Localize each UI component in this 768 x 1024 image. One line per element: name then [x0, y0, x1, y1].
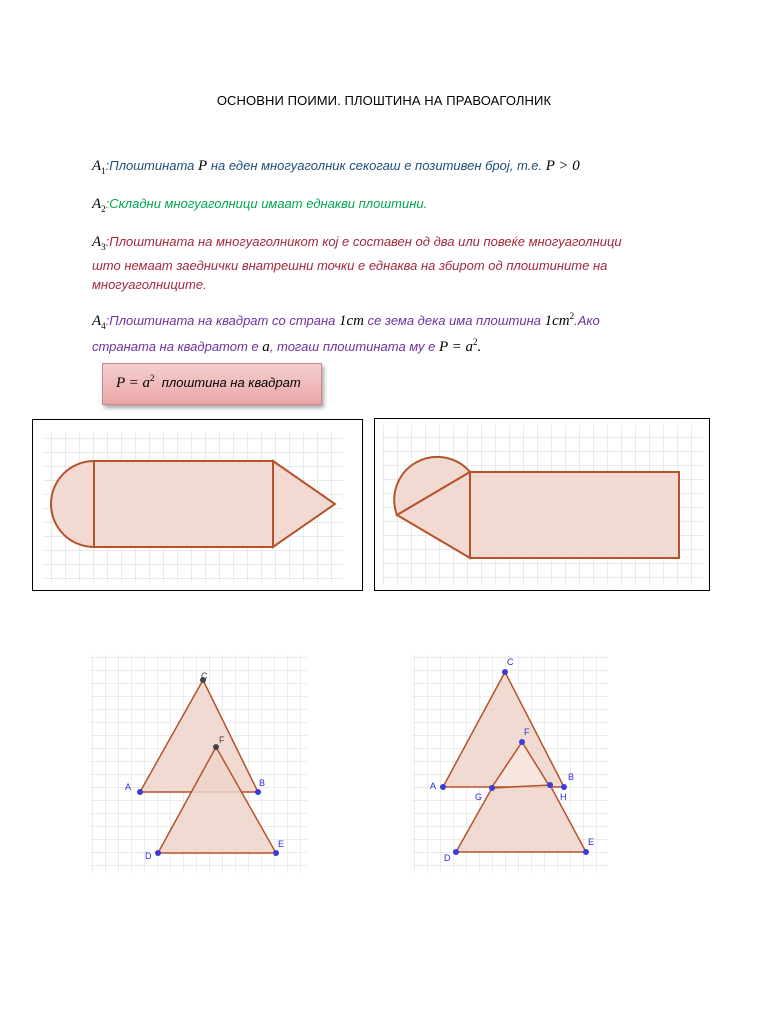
label-a: A — [125, 782, 132, 792]
label-h: H — [560, 792, 567, 802]
formula-box-formula: $P = a^2$ — [116, 373, 155, 391]
label-c: C — [507, 657, 514, 667]
figure-2-svg — [375, 419, 709, 590]
axiom-2-symbol: $A_2$ — [92, 196, 106, 214]
formula-box-content — [116, 373, 301, 392]
rectangle — [94, 461, 273, 547]
axiom-4-side-a: a — [262, 339, 270, 355]
formula-box — [102, 363, 322, 405]
axiom-1-text: :Плоштината — [105, 158, 195, 173]
point-a — [440, 784, 446, 790]
axiom-2 — [92, 196, 427, 214]
axiom-1-inequality: P > 0 — [545, 158, 580, 174]
figure-4-svg — [412, 655, 608, 873]
label-g: G — [475, 792, 483, 802]
point-b — [255, 789, 261, 795]
figure-overlapping-triangles-1 — [90, 655, 308, 873]
axiom-4-line2: страната на квадратот е a, тогаш плоштината му е $P = a^2$. — [92, 337, 482, 355]
axiom-3 — [92, 234, 622, 252]
page-title: ОСНОВНИ ПОИМИ. ПЛОШТИНА НА ПРАВОАГОЛНИК — [216, 93, 552, 108]
label-b: B — [568, 772, 575, 782]
axiom-2-text: :Складни многуаголници имаат еднакви плоштини. — [105, 196, 428, 211]
axiom-1-sym-p: P — [198, 158, 208, 174]
axiom-4-unit-area: $1cm^2$ — [544, 311, 575, 329]
axiom-3-symbol: $A_3$ — [92, 234, 106, 252]
axiom-3-line2: што немаат заеднички внатрешни точки е еднаква на збирот од плоштините на — [92, 258, 608, 273]
figure-composite-shape-1 — [32, 419, 363, 591]
label-f: F — [219, 735, 225, 745]
figure-1-svg — [33, 420, 362, 590]
label-b: B — [259, 778, 266, 788]
formula-box-text: плоштина на квадрат — [161, 375, 301, 390]
axiom-4-text: :Плоштината на квадрат со страна — [105, 313, 336, 328]
point-g — [489, 785, 495, 791]
axiom-1-text2: на еден многуаголник секогаш е позитивен број, т.е. — [210, 158, 543, 173]
point-d — [155, 850, 161, 856]
point-b — [561, 784, 567, 790]
figure-3-svg — [90, 655, 308, 873]
label-f: F — [524, 727, 530, 737]
label-a: A — [430, 781, 437, 791]
point-e — [273, 850, 279, 856]
axiom-1-symbol: $A_1$ — [92, 158, 106, 176]
label-c: C — [201, 671, 208, 681]
label-d: D — [444, 853, 451, 863]
axiom-4-unit: 1cm — [338, 313, 364, 329]
label-d: D — [145, 851, 152, 861]
axiom-4-formula: $P = a^2$. — [439, 337, 482, 355]
label-e: E — [588, 837, 595, 847]
axiom-3-line3: многуаголниците. — [92, 277, 207, 292]
rectangle-piece — [470, 472, 679, 558]
axiom-4 — [92, 311, 600, 331]
point-c — [502, 669, 508, 675]
point-a — [137, 789, 143, 795]
axiom-4-text2: се зема дека има плоштина — [367, 313, 541, 328]
point-h — [547, 782, 553, 788]
axiom-1 — [92, 158, 580, 176]
point-e — [583, 849, 589, 855]
axiom-4-text3: .Ако — [574, 313, 600, 328]
axiom-3-text: :Плоштината на многуаголникот кој е составен од два или повеќе многуаголници — [105, 234, 622, 249]
figure-composite-shape-2 — [374, 418, 710, 591]
point-f — [519, 739, 525, 745]
figure-overlapping-triangles-2 — [412, 655, 608, 873]
axiom-4-symbol: $A_4$ — [92, 313, 106, 331]
point-d — [453, 849, 459, 855]
label-e: E — [278, 839, 285, 849]
